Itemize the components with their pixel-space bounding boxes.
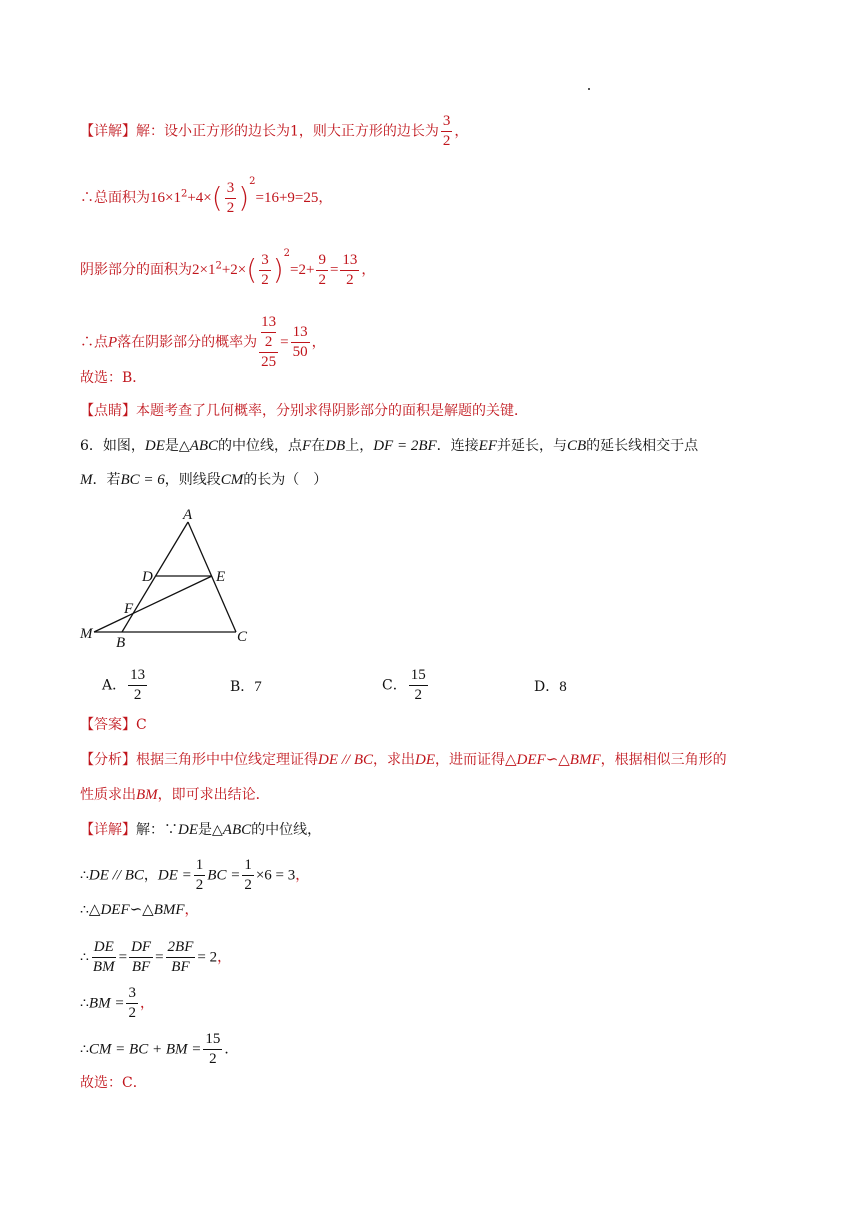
option-a[interactable]: A． $\frac{13}{2}$ [102, 667, 146, 703]
label-f: F [124, 601, 134, 617]
comment-line [80, 401, 808, 421]
probability-line: ∴点P落在阴影部分的概率为 13 2 25 = $\frac{13}{50}$ ， [80, 314, 326, 370]
shade-frac-1: $\frac{9}{2}$ [318, 251, 326, 288]
stray-dot [588, 88, 590, 90]
prob-prefix: ∴点 [80, 334, 108, 351]
big-side-fraction: $\frac{3}{2}$ [442, 113, 451, 149]
total-prefix: ∴总面积为 [80, 190, 150, 206]
option-d[interactable]: D．8 [534, 679, 567, 695]
label-m: M [80, 626, 93, 642]
choice-c-line: 故选：C． [80, 1075, 147, 1091]
choice-b-line: 故选：B． [80, 370, 147, 386]
detail-intro: 解：设小正方形的边长为1，则大正方形的边长为 [136, 123, 439, 140]
prob-result-fraction: $\frac{13}{50}$ [292, 324, 308, 360]
detail-q6-line-5: ∴BM = $\frac{3}{2}$ ， [80, 985, 154, 1021]
total-paren-fraction: $\frac{3}{2}$ [226, 179, 235, 216]
shade-frac-2: $\frac{13}{2}$ [342, 251, 358, 288]
label-a: A [183, 507, 193, 523]
detail-q6-line-3: ∴△DEF∽△BMF， [80, 902, 199, 918]
total-area-line: ∴总面积为$16\times 1^2+4\times$( $\frac{3}{2}$ )$^2$=16+9=25， [80, 176, 333, 216]
shade-paren-fraction: $\frac{3}{2}$ [261, 251, 269, 288]
label-c: C [237, 629, 248, 645]
detail-q6-line-2: ∴DE // BC，DE = $\frac{1}{2}$ BC = $\frac{1}{2}$ ×6 = 3， [80, 857, 310, 893]
label-d: D [142, 569, 153, 585]
comment-text: 本题考查了几何概率，分别求得阴影部分的面积是解题的关键． [136, 403, 528, 419]
detail-line-1: 【详解】解：设小正方形的边长为1，则大正方形的边长为 $\frac{3}{2}$ ， [80, 113, 469, 149]
detail-q6-line-1: 【详解】解：∵DE是△ABC的中位线， [80, 822, 322, 838]
prob-compound-fraction: 13 2 25 [261, 314, 277, 370]
label-b: B [116, 635, 126, 651]
detail-tag: 【详解】 [80, 123, 136, 140]
question-6-line-2: M．若BC = 6，则线段CM的长为（ ） [80, 472, 328, 488]
side-ac [188, 522, 236, 632]
analysis-line-1: 【分析】根据三角形中中位线定理证得DE // BC，求出DE，进而证得△DEF∽△BMF，根据相似三角形的 [80, 752, 727, 768]
detail-q6-line-6: ∴CM = BC + BM = $\frac{15}{2}$ ． [80, 1031, 239, 1067]
analysis-line-2: 性质求出BM，即可求出结论． [80, 787, 270, 803]
option-b[interactable]: B．7 [230, 679, 262, 695]
comment-tag: 【点睛】 [80, 403, 136, 419]
segment-me [94, 576, 212, 632]
option-c[interactable]: C． $\frac{15}{2}$ [382, 667, 426, 703]
answer-line: 【答案】C [80, 717, 147, 733]
label-e: E [216, 569, 226, 585]
shade-prefix: 阴影部分的面积为 [80, 262, 192, 278]
prob-text: 落在阴影部分的概率为 [117, 334, 258, 351]
shaded-area-line: 阴影部分的面积为$2\times 1^2+2\times$( $\frac{3}{2}$ )$^2$=2+ $\frac{9}{2}$ = $\frac{13}{2}$ ， [80, 248, 376, 288]
detail-q6-line-4: ∴ $\frac{DE}{BM}$ = $\frac{DF}{BF}$ = $\frac{2BF}{BF}$ = 2， [80, 939, 232, 975]
triangle-figure [78, 505, 258, 655]
question-6-line-1: 6．如图，DE是△ABC的中位线，点F在DB上，DF = 2BF．连接EF并延长，与CB的延长线相交于点 [80, 438, 699, 454]
